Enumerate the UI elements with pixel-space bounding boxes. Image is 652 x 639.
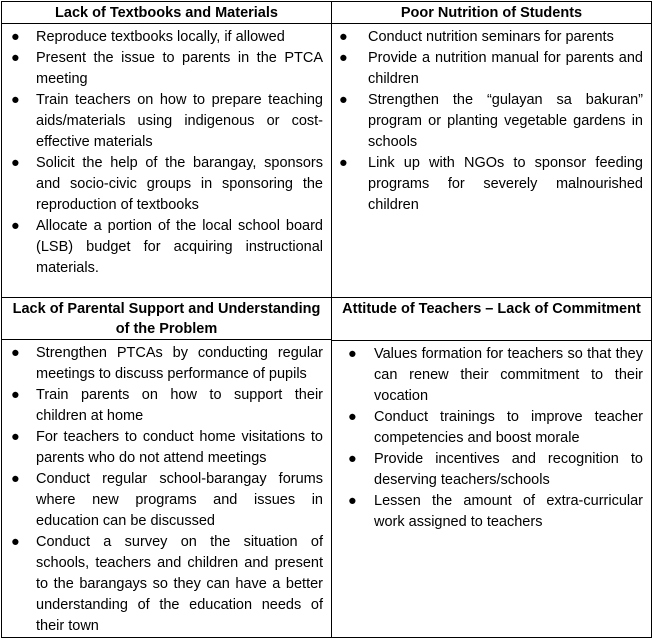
bullet-icon: ● xyxy=(339,155,348,171)
list-item: ● Allocate a portion of the local school board (LSB) budget for acquiring instructional materials. xyxy=(11,218,323,276)
bullet-icon: ● xyxy=(348,409,357,425)
bullet-icon: ● xyxy=(11,534,20,550)
cell-title: Lack of Parental Support and Understanding of the Problem xyxy=(12,301,321,337)
cell-nutrition xyxy=(332,2,652,298)
solution-list xyxy=(2,27,331,279)
solution-list xyxy=(332,344,651,533)
bullet-icon: ● xyxy=(348,346,357,362)
bullet-icon: ● xyxy=(11,50,20,66)
list-item: ● Values formation for teachers so that they can renew their commitment to their vocation xyxy=(348,346,643,404)
problems-solutions-table xyxy=(1,1,652,638)
bullet-icon: ● xyxy=(11,218,20,234)
bullet-icon: ● xyxy=(11,29,20,45)
bullet-icon: ● xyxy=(339,92,348,108)
list-item: ● Strengthen the “gulayan sa bakuran” program or planting vegetable gardens in schools xyxy=(339,92,643,150)
list-item: ● Reproduce textbooks locally, if allowed xyxy=(2,27,331,48)
bullet-icon: ● xyxy=(339,50,348,66)
bullet-icon: ● xyxy=(11,387,20,403)
bullet-icon: ● xyxy=(339,29,348,45)
list-item: ● Train parents on how to support their children at home xyxy=(11,387,323,424)
list-item: ● For teachers to conduct home visitations to parents who do not attend meetings xyxy=(11,429,323,466)
bullet-icon: ● xyxy=(348,451,357,467)
cell-title: Lack of Textbooks and Materials xyxy=(55,5,278,21)
list-item: ● Conduct a survey on the situation of schools, teachers and children and present to the barangays so they can have a better understanding of the education needs of their town xyxy=(11,534,323,634)
solution-list xyxy=(332,27,651,216)
list-item: ● Train teachers on how to prepare teaching aids/materials using indigenous or cost-effective materials xyxy=(11,92,323,150)
list-item: ● Provide a nutrition manual for parents and children xyxy=(339,50,643,87)
cell-teacher-attitude xyxy=(332,298,652,638)
bullet-icon: ● xyxy=(348,493,357,509)
list-item: ● Conduct trainings to improve teacher competencies and boost morale xyxy=(348,409,643,446)
cell-textbooks xyxy=(2,2,332,298)
bullet-icon: ● xyxy=(11,155,20,171)
cell-title: Attitude of Teachers – Lack of Commitment xyxy=(342,301,641,317)
bullet-icon: ● xyxy=(11,92,20,108)
list-item: ● Conduct nutrition seminars for parents xyxy=(332,27,651,48)
list-item: ● Present the issue to parents in the PTCA meeting xyxy=(11,50,323,87)
list-item: ● Strengthen PTCAs by conducting regular meetings to discuss performance of pupils xyxy=(11,345,323,382)
list-item: ● Solicit the help of the barangay, sponsors and socio-civic groups in sponsoring the reproduction of textbooks xyxy=(11,155,323,213)
cell-parental-support xyxy=(2,298,332,638)
bullet-icon: ● xyxy=(11,429,20,445)
bullet-icon: ● xyxy=(11,471,20,487)
bullet-icon: ● xyxy=(11,345,20,361)
list-item: ● Conduct regular school-barangay forums where new programs and issues in education can be discussed xyxy=(11,471,323,529)
list-item: ● Provide incentives and recognition to deserving teachers/schools xyxy=(348,451,643,488)
solution-list xyxy=(2,343,331,637)
list-item: ● Lessen the amount of extra-curricular work assigned to teachers xyxy=(348,493,643,530)
list-item: ● Link up with NGOs to sponsor feeding programs for severely malnourished children xyxy=(339,155,643,213)
cell-title: Poor Nutrition of Students xyxy=(400,5,583,21)
